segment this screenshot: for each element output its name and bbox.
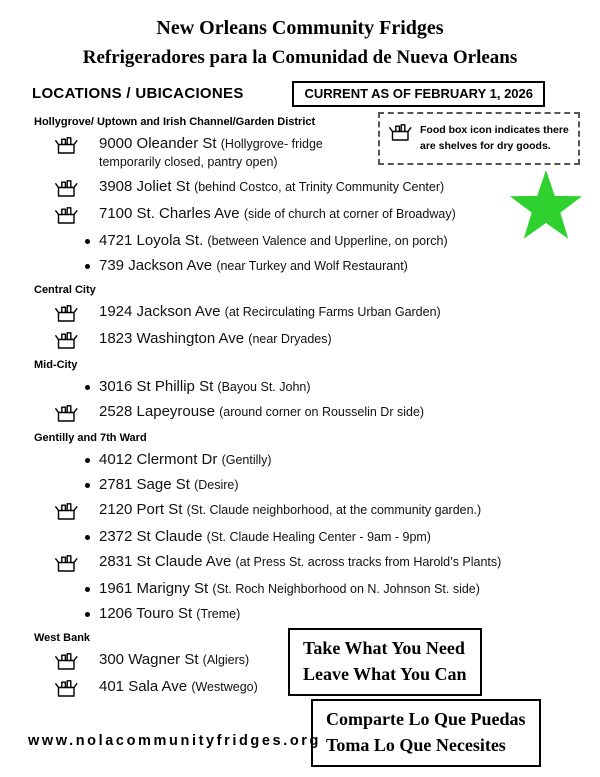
location-entry xyxy=(34,378,600,396)
legend-text: Food box icon indicates there are shelves for dry goods. xyxy=(420,124,569,153)
address-detail: (Gentilly) xyxy=(221,452,272,467)
address-detail: (side of church at corner of Broadway) xyxy=(243,206,456,221)
bullet-icon xyxy=(55,257,99,269)
address: 401 Sala Ave xyxy=(99,677,192,695)
location-section xyxy=(34,359,600,423)
food-box-icon xyxy=(55,678,99,698)
entry-text xyxy=(99,501,481,519)
address: 2528 Lapeyrouse xyxy=(99,402,220,420)
address: 3016 St Phillip St xyxy=(99,377,218,395)
message-line: Take What You Need xyxy=(303,638,465,658)
address-detail: (St. Claude neighborhood, at the community garden.) xyxy=(186,502,482,517)
location-entry xyxy=(34,553,600,573)
food-box-icon xyxy=(55,501,99,521)
address-detail: (near Dryades) xyxy=(248,331,332,346)
food-box-icon xyxy=(389,122,412,147)
address: 4012 Clermont Dr xyxy=(99,450,222,468)
address-detail: (behind Costco, at Trinity Community Center) xyxy=(194,179,445,194)
bullet-icon xyxy=(55,605,99,617)
address: 2120 Port St xyxy=(99,500,187,518)
section-header: Central City xyxy=(34,283,96,296)
location-entry xyxy=(34,528,600,546)
address-detail: (St. Roch Neighborhood on N. Johnson St. side) xyxy=(212,581,480,596)
entry-text xyxy=(99,330,332,348)
entry-text xyxy=(99,476,239,494)
entry-text xyxy=(99,403,424,421)
address-detail: (near Turkey and Wolf Restaurant) xyxy=(216,258,408,273)
current-as-of-box: CURRENT AS OF FEBRUARY 1, 2026 xyxy=(292,81,545,107)
food-box-icon xyxy=(55,403,99,423)
entry-text xyxy=(99,303,441,321)
address-detail: (Westwego) xyxy=(191,679,258,694)
bullet-icon xyxy=(55,476,99,488)
location-entry xyxy=(34,403,600,423)
address: 1924 Jackson Ave xyxy=(99,302,225,320)
section-header: Gentilly and 7th Ward xyxy=(34,431,147,444)
address-detail: (Bayou St. John) xyxy=(217,379,311,394)
address: 2831 St Claude Ave xyxy=(99,552,236,570)
location-entry xyxy=(34,501,600,521)
message-box-spanish xyxy=(311,699,541,767)
address: 739 Jackson Ave xyxy=(99,256,217,274)
entry-text xyxy=(99,580,480,598)
website-url: www.nolacommunityfridges.org xyxy=(28,733,322,749)
address-detail: (Treme) xyxy=(196,606,241,621)
food-box-icon xyxy=(55,303,99,323)
entry-text xyxy=(99,135,387,171)
page-title-spanish: Refrigeradores para la Comunidad de Nueva Orleans xyxy=(82,47,518,68)
location-entry xyxy=(34,605,600,623)
address-detail: (St. Claude Healing Center - 9am - 9pm) xyxy=(206,529,431,544)
entry-text xyxy=(99,178,444,196)
address: 7100 St. Charles Ave xyxy=(99,204,244,222)
entry-text xyxy=(99,257,408,275)
bullet-icon xyxy=(55,378,99,390)
bullet-icon xyxy=(55,451,99,463)
bullet-icon xyxy=(55,580,99,592)
message-line: Leave What You Can xyxy=(303,664,467,685)
address: 2781 Sage St xyxy=(99,475,195,493)
entry-text xyxy=(99,605,240,623)
location-entry xyxy=(34,451,600,469)
location-entry xyxy=(34,257,600,275)
page-title-english: New Orleans Community Fridges xyxy=(156,17,444,39)
bullet-icon xyxy=(55,528,99,540)
food-box-icon xyxy=(55,135,99,155)
food-box-icon xyxy=(55,651,99,671)
food-box-icon xyxy=(55,205,99,225)
entry-text xyxy=(99,451,272,469)
address-detail: (between Valence and Upperline, on porch) xyxy=(207,233,448,248)
location-entry xyxy=(34,476,600,494)
address: 1206 Touro St xyxy=(99,604,197,622)
header-row xyxy=(32,81,545,107)
star-icon xyxy=(505,168,587,242)
entry-text xyxy=(99,528,431,546)
section-header: West Bank xyxy=(34,631,91,644)
bullet-icon xyxy=(55,232,99,244)
location-section xyxy=(34,432,600,623)
address: 3908 Joliet St xyxy=(99,177,195,195)
food-box-icon xyxy=(55,178,99,198)
message-line: Comparte Lo Que Puedas xyxy=(326,709,526,729)
address-detail: (Algiers) xyxy=(202,652,250,667)
address-detail: (Hollygrove- fridge temporarily closed, pantry open) xyxy=(99,136,323,169)
entry-text xyxy=(99,553,501,571)
legend-box xyxy=(378,112,580,165)
location-section xyxy=(34,284,600,350)
section-header: Mid-City xyxy=(34,358,78,371)
address-detail: (at Recirculating Farms Urban Garden) xyxy=(224,304,441,319)
food-box-icon xyxy=(55,553,99,573)
address-detail: (around corner on Rousselin Dr side) xyxy=(219,404,425,419)
address-detail: (at Press St. across tracks from Harold’s Plants) xyxy=(235,554,502,569)
entry-text xyxy=(99,678,258,696)
address: 1823 Washington Ave xyxy=(99,329,249,347)
star-shape xyxy=(510,170,582,239)
locations-heading: LOCATIONS / UBICACIONES xyxy=(32,85,244,103)
address: 2372 St Claude xyxy=(99,527,207,545)
entry-text xyxy=(99,651,249,669)
address-detail: (Desire) xyxy=(194,477,239,492)
location-entry xyxy=(34,330,600,350)
entry-text xyxy=(99,378,311,396)
address: 1961 Marigny St xyxy=(99,579,213,597)
location-entry xyxy=(34,303,600,323)
address: 4721 Loyola St. xyxy=(99,231,208,249)
message-line: Toma Lo Que Necesites xyxy=(326,735,506,756)
address: 300 Wagner St xyxy=(99,650,203,668)
address: 9000 Oleander St xyxy=(99,134,221,152)
food-box-icon xyxy=(55,330,99,350)
message-box-english xyxy=(288,628,482,696)
location-entry xyxy=(34,580,600,598)
entry-text xyxy=(99,205,456,223)
entry-text xyxy=(99,232,448,250)
section-header: Hollygrove/ Uptown and Irish Channel/Garden District xyxy=(34,115,316,128)
